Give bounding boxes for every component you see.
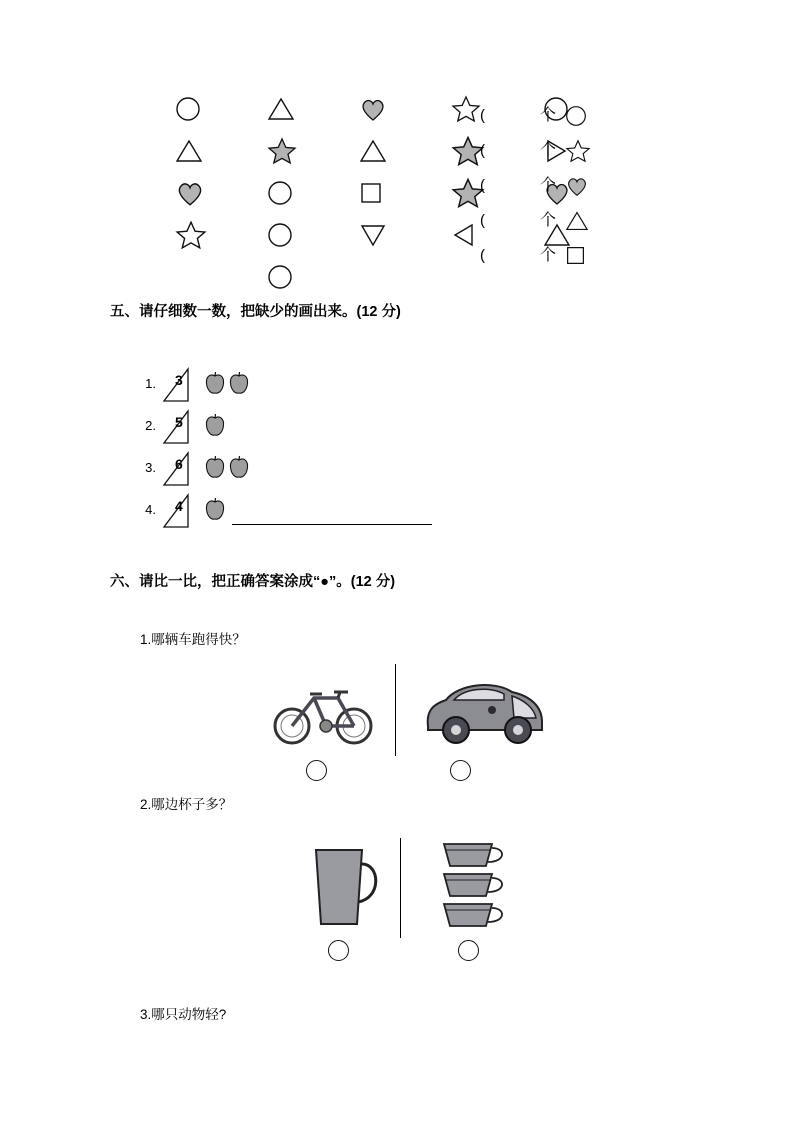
answer-circle-right-q2[interactable] xyxy=(458,940,479,961)
triangle-number: 3 xyxy=(175,372,183,388)
compare-row-2 xyxy=(290,840,530,960)
shape-star-outline xyxy=(175,220,267,250)
s5-row xyxy=(140,446,560,488)
answer-blank-line[interactable] xyxy=(232,523,432,525)
shape-heart-filled xyxy=(175,179,267,207)
row-index: 2. xyxy=(145,417,156,433)
triangle-number: 6 xyxy=(175,456,183,472)
apple-group xyxy=(204,497,226,521)
circle-icon xyxy=(565,105,587,127)
triangle-with-number xyxy=(158,489,204,529)
apple-group xyxy=(204,371,250,395)
triangle-number: 5 xyxy=(175,414,183,430)
shape-circle xyxy=(267,180,359,206)
legend-item-heart xyxy=(540,168,650,203)
shape-triangle xyxy=(267,96,359,122)
triangle-number: 4 xyxy=(175,498,183,514)
triangle-with-number xyxy=(158,447,204,487)
shape-circle xyxy=(175,96,267,122)
q2-label: 哪边杯子多？ xyxy=(151,797,233,812)
shape-square xyxy=(359,181,451,205)
shape-triangle xyxy=(175,138,267,164)
s5-row xyxy=(140,362,560,404)
legend-unit-label: 个 xyxy=(540,211,557,229)
legend-item-star xyxy=(540,133,650,168)
row-index: 3. xyxy=(145,459,156,475)
legend-column xyxy=(540,98,650,273)
compare-row-1 xyxy=(270,668,550,788)
compare-divider xyxy=(400,838,401,938)
answer-paren[interactable]: ( xyxy=(480,177,485,194)
shape-triangle-down xyxy=(359,222,451,248)
q3-index: 3. xyxy=(140,1007,152,1022)
square-icon xyxy=(565,245,586,266)
answer-circle-right-q1[interactable] xyxy=(450,760,471,781)
s5-row xyxy=(140,404,560,446)
section5-heading: 五、请仔细数一数，把缺少的画出来。(12 分) xyxy=(110,304,401,320)
legend-unit-label: 个 xyxy=(540,176,557,194)
q1-label: 哪辆车跑得快？ xyxy=(151,632,246,647)
section5-rows xyxy=(140,362,560,530)
triangle-icon xyxy=(565,210,589,232)
legend-unit-label: 个 xyxy=(540,141,557,159)
legend-unit-label: 个 xyxy=(540,246,557,264)
shape-circle xyxy=(267,264,359,290)
legend-item-square xyxy=(540,238,650,273)
answer-paren[interactable]: ( xyxy=(480,247,485,264)
shape-triangle xyxy=(359,138,451,164)
shape-heart-filled xyxy=(359,96,451,122)
q1-index: 1. xyxy=(140,632,152,647)
answer-paren[interactable]: ( xyxy=(480,142,485,159)
answer-circle-left-q2[interactable] xyxy=(328,940,349,961)
legend-unit-label: 个 xyxy=(540,106,557,124)
q3-label: 哪只动物轻? xyxy=(151,1007,227,1022)
row-index: 1. xyxy=(145,375,156,391)
triangle-with-number xyxy=(158,363,204,403)
car-icon xyxy=(420,670,550,750)
star-icon xyxy=(565,139,591,163)
triangle-with-number xyxy=(158,405,204,445)
mug-icon xyxy=(300,840,390,935)
bicycle-icon xyxy=(270,668,380,748)
stacked-cups-icon xyxy=(430,836,520,941)
row-index: 4. xyxy=(145,501,156,517)
question-2-text xyxy=(140,793,232,813)
question-3-text xyxy=(140,1003,226,1023)
legend-item-triangle xyxy=(540,203,650,238)
shape-star-filled xyxy=(267,137,359,165)
answer-circle-left-q1[interactable] xyxy=(306,760,327,781)
compare-divider xyxy=(395,664,396,756)
shape-circle xyxy=(267,222,359,248)
apple-group xyxy=(204,413,226,437)
q2-index: 2. xyxy=(140,797,152,812)
heart-icon xyxy=(565,175,589,197)
section6-heading: 六、请比一比，把正确答案涂成“●”。(12 分) xyxy=(110,574,396,590)
question-1-text xyxy=(140,628,246,648)
s5-row xyxy=(140,488,560,530)
legend-item-circle xyxy=(540,98,650,133)
answer-paren-column xyxy=(480,98,520,273)
apple-group xyxy=(204,455,250,479)
answer-paren[interactable]: ( xyxy=(480,107,485,124)
answer-paren[interactable]: ( xyxy=(480,212,485,229)
